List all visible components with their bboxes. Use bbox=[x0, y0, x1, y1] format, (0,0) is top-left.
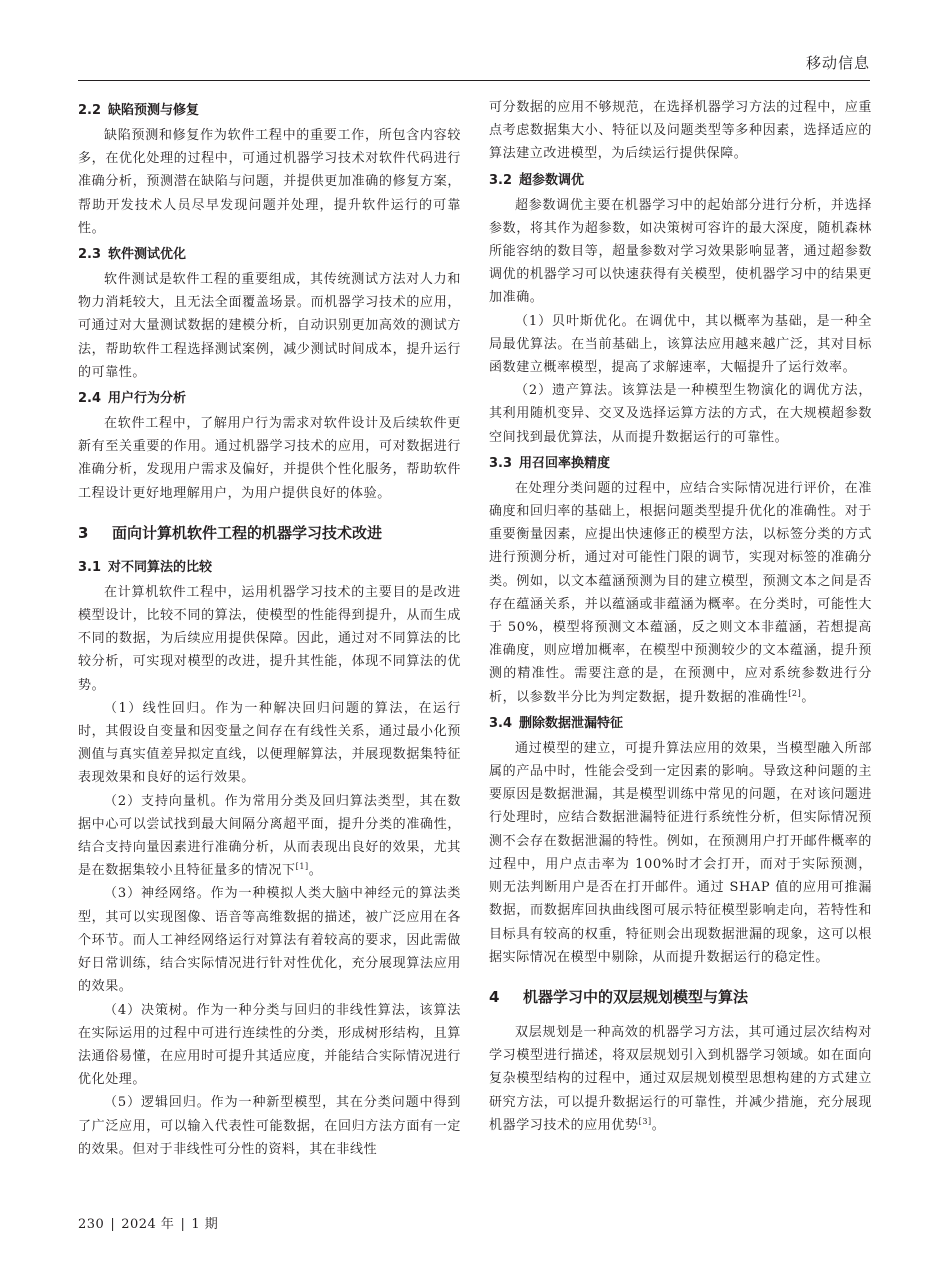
paragraph-svm: （2）支持向量机。作为常用分类及回归算法类型，其在数据中心可以尝试找到最大间隔分离超平面，提升分类的准确性，结合支持向量因素进行准确分析，从而表现出良好的效果，尤其是在数据集较小且特征量多的情况下[1]。 bbox=[78, 793, 461, 879]
footer-issue: 1 期 bbox=[191, 1217, 219, 1232]
paragraph-decision-tree: （4）决策树。作为一种分类与回归的非线性算法，该算法在实际运用的过程中可进行连续性的分类，形成树形结构，且算法通俗易懂，在应用时可提升其适应度，并能结合实际情况进行优化处理。 bbox=[78, 1002, 461, 1088]
paragraph-bayesian: （1）贝叶斯优化。在调优中，其以概率为基础，是一种全局最优算法。在当前基础上，该算法应用越来越广泛，其对目标函数建立概率模型，提高了求解速率，大幅提升了运行效率。 bbox=[489, 313, 872, 376]
heading-2-4: 2.4 用户行为分析 bbox=[78, 391, 187, 407]
paragraph-neural-network: （3）神经网络。作为一种模拟人类大脑中神经元的算法类型，其可以实现图像、语音等高维数据的描述，被广泛应用在各个环节。而人工神经网络运行对算法有着较高的要求，因此需做好日常训练，结合实际情况进行针对性优化，充分展现算法应用的效果。 bbox=[78, 886, 461, 995]
citation: [1] bbox=[295, 862, 309, 872]
paragraph: 通过模型的建立，可提升算法应用的效果，当模型融入所部属的产品中时，性能会受到一定因素的影响。导致这种问题的主要原因是数据泄漏，其是模型训练中常见的问题，在对该问题进行处理时，应结合数据泄漏特征进行系统性分析，但实际情况预测不会存在数据泄漏的特性。例如，在预测用户打开邮件概率的过程中，用户点击率为 100%时才会打开，而对于实际预测，则无法判断用户是否在打开邮件。通过 SHAP 值的应用可推漏数据，而数据库回执曲线图可展示特征模型影响走向，若特性和目标具有较高的权重，特征则会出现数据泄漏的现象，这可以根据实际情况在模型中剔除，从而提升数据运行的稳定性。 bbox=[489, 740, 872, 965]
citation: [3] bbox=[638, 1116, 652, 1126]
citation: [2] bbox=[788, 688, 802, 698]
paragraph: 缺陷预测和修复作为软件工程中的重要工作，所包含内容较多，在优化处理的过程中，可通过机器学习技术对软件代码进行准确分析，预测潜在缺陷与问题，并提供更加准确的修复方案，帮助开发技术人员尽早发现问题并处理，提升软件运行的可靠性。 bbox=[78, 128, 461, 236]
right-column bbox=[489, 96, 872, 1137]
paragraph: 超参数调优主要在机器学习中的起始部分进行分析，并选择参数，将其作为超参数，如决策树可容许的最大深度，随机森林所能容纳的数目等，超量参数对学习效果影响显著，通过超参数调优的机器学习可以快速获得有关模型，使机器学习中的结果更加准确。 bbox=[489, 197, 872, 306]
page-footer: 230 | 2024 年 | 1 期 bbox=[78, 1217, 219, 1232]
heading-3-4: 3.4 删除数据泄漏特征 bbox=[489, 715, 624, 731]
paragraph-genetic: （2）遗产算法。该算法是一种模型生物演化的调优方法，其利用随机变异、交叉及选择运算方法的方式，在大规模超参数空间找到最优算法，从而提升数据运行的可靠性。 bbox=[489, 383, 872, 445]
footer-year: 2024 年 bbox=[121, 1217, 175, 1232]
heading-2-2: 2.2 缺陷预测与修复 bbox=[78, 103, 200, 118]
header-rule bbox=[78, 80, 870, 81]
paragraph-logistic-regression: （5）逻辑回归。作为一种新型模型，其在分类问题中得到了广泛应用，可以输入代表性可能数据，在回归方法方面有一定的效果。但对于非线性可分性的资料，其在非线性 bbox=[78, 1095, 461, 1157]
paragraph: 软件测试是软件工程的重要组成，其传统测试方法对人力和物力消耗较大，且无法全面覆盖场景。而机器学习技术的应用，可通过对大量测试数据的建模分析，自动识别更加高效的测试方法，帮助软件工程选择测试案例，减少测试时间成本，提升运行的可靠性。 bbox=[78, 272, 461, 380]
paragraph: 在处理分类问题的过程中，应结合实际情况进行评价，在准确度和回归率的基础上，根据问题类型提升优化的准确性。对于重要衡量因素，应提出快速修正的模型方法，以标签分类的方式进行预测分析，通过对可能性门限的调节，实现对标签的准确分类。例如，以文本蕴涵预测为目的建立模型，预测文本之间是否存在蕴涵关系，并以蕴涵或非蕴涵为概率。在分类时，可能性大于 50%，模型将预测文本蕴涵，反之则文本非蕴涵，若想提高准确度，则应增加概率，在模型中预测较少的文本蕴涵，提升预测的精准性。需要注意的是，在预测中，应对系统参数进行分析，以参数半分比为判定数据，提升数据的准确性[2]。 bbox=[489, 480, 872, 705]
heading-3-2: 3.2 超参数调优 bbox=[489, 172, 585, 188]
paragraph: 双层规划是一种高效的机器学习方法，其可通过层次结构对学习模型进行描述，将双层规划引入到机器学习领域。如在面向复杂模型结构的过程中，通过双层规划模型思想构建的方式建立研究方法，可以提升数据运行的可靠性，并减少措施，充分展现机器学习技术的应用优势[3]。 bbox=[489, 1024, 872, 1133]
paragraph-linear-regression: （1）线性回归。作为一种解决回归问题的算法，在运行时，其假设自变量和因变量之间存在有线性关系，通过最小化预测值与真实值差异拟定直线，以便理解算法，并展现数据集特征表现效果和良好的运行效果。 bbox=[78, 700, 461, 786]
left-column bbox=[78, 96, 461, 1161]
heading-3-1: 3.1 对不同算法的比较 bbox=[78, 559, 213, 575]
heading-4: 4 机器学习中的双层规划模型与算法 bbox=[489, 987, 749, 1006]
heading-3-3: 3.3 用召回率换精度 bbox=[489, 455, 611, 471]
page-number: 230 bbox=[78, 1217, 105, 1232]
paragraph: 在计算机软件工程中，运用机器学习技术的主要目的是改进模型设计，比较不同的算法，使模型的性能得到提升，从而生成不同的数据，为后续应用提供保障。因此，通过对不同算法的比较分析，可实现对模型的改进，提升其性能，体现不同算法的优势。 bbox=[78, 584, 461, 693]
paragraph: 在软件工程中，了解用户行为需求对软件设计及后续软件更新有至关重要的作用。通过机器学习技术的应用，可对数据进行准确分析，发现用户需求及偏好，并提供个性化服务，帮助软件工程设计更好地理解用户，为用户提供良好的体验。 bbox=[78, 416, 461, 501]
journal-name: 移动信息 bbox=[805, 54, 870, 72]
heading-3: 3 面向计算机软件工程的机器学习技术改进 bbox=[78, 523, 383, 542]
paragraph-continued: 可分数据的应用不够规范，在选择机器学习方法的过程中，应重点考虑数据集大小、特征以及问题类型等多种因素，选择适应的算法建立改进模型，为后续运行提供保障。 bbox=[489, 100, 872, 162]
heading-2-3: 2.3 软件测试优化 bbox=[78, 247, 187, 263]
